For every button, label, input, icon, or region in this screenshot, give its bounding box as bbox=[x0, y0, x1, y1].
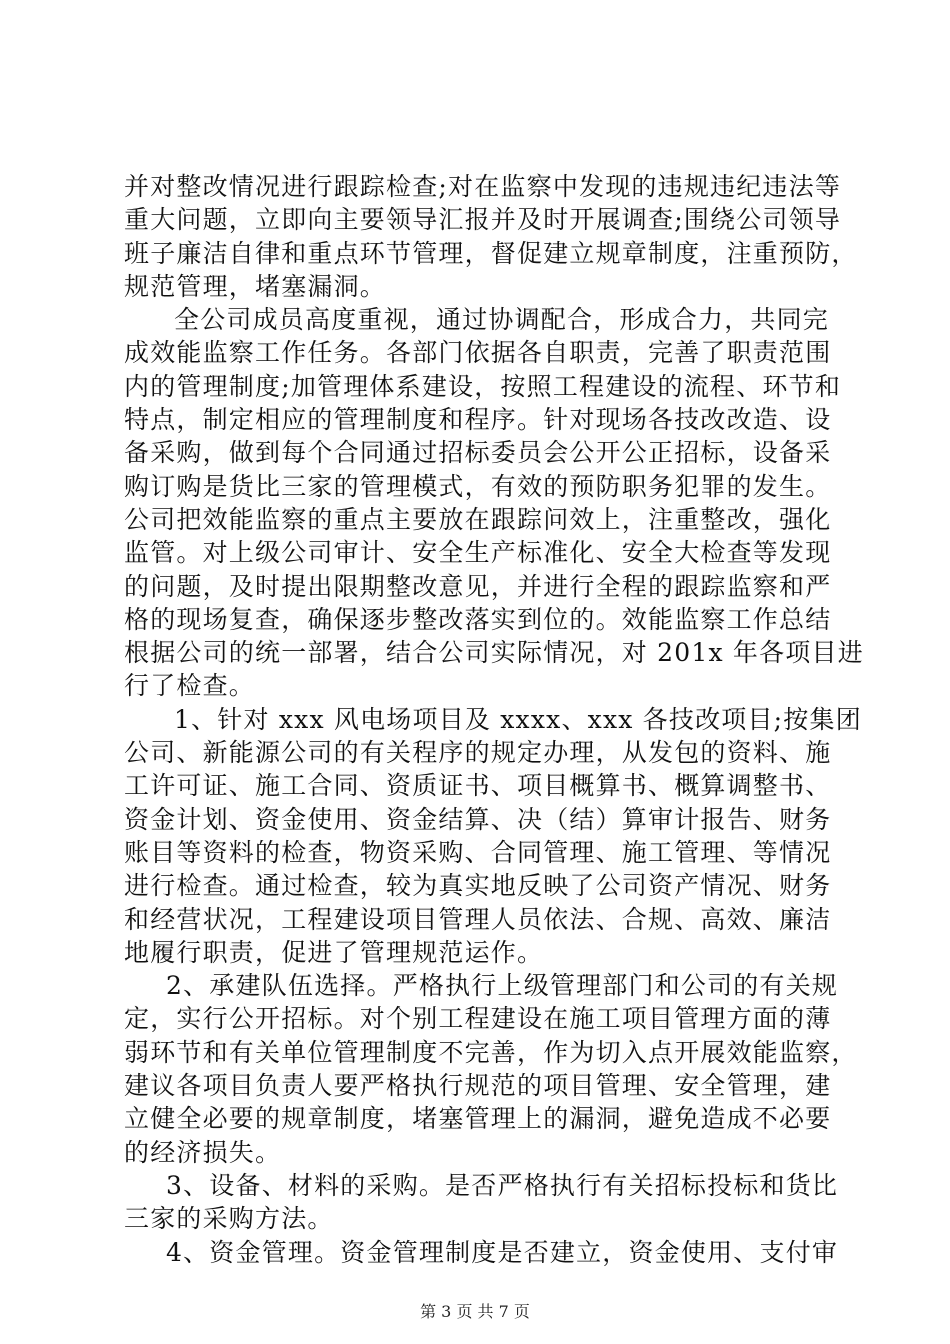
text-line: 内的管理制度;加管理体系建设，按照工程建设的流程、环节和 bbox=[124, 371, 842, 401]
text-line: 和经营状况，工程建设项目管理人员依法、合规、高效、廉洁 bbox=[124, 904, 832, 934]
text-line: 规范管理，堵塞漏洞。 bbox=[124, 271, 387, 301]
text-line: 定，实行公开招标。对个别工程建设在施工项目管理方面的薄 bbox=[124, 1004, 832, 1034]
paragraph-first-line: 2、承建队伍选择。严格执行上级管理部门和公司的有关规 bbox=[166, 971, 839, 1001]
text-line: 重大问题，立即向主要领导汇报并及时开展调查;围绕公司领导 bbox=[124, 205, 842, 235]
text-line: 三家的采购方法。 bbox=[124, 1204, 334, 1234]
text-line: 公司把效能监察的重点主要放在跟踪问效上，注重整改，强化 bbox=[124, 504, 832, 534]
text-line: 进行检查。通过检查，较为真实地反映了公司资产情况、财务 bbox=[124, 871, 832, 901]
text-line: 公司、新能源公司的有关程序的规定办理，从发包的资料、施 bbox=[124, 738, 832, 768]
paragraph-first-line: 1、针对 xxx 风电场项目及 xxxx、xxx 各技改项目;按集团 bbox=[174, 704, 862, 734]
text-line: 成效能监察工作任务。各部门依据各自职责，完善了职责范围 bbox=[124, 338, 832, 368]
text-line: 格的现场复查，确保逐步整改落实到位的。效能监察工作总结 bbox=[124, 604, 832, 634]
paragraph-first-line: 3、设备、材料的采购。是否严格执行有关招标投标和货比 bbox=[166, 1170, 839, 1200]
paragraph-first-line: 全公司成员高度重视，通过协调配合，形成合力，共同完 bbox=[174, 305, 830, 335]
text-line: 行了检查。 bbox=[124, 671, 256, 701]
text-line: 购订购是货比三家的管理模式，有效的预防职务犯罪的发生。 bbox=[124, 471, 832, 501]
text-line: 备采购，做到每个合同通过招标委员会公开公正招标，设备采 bbox=[124, 438, 832, 468]
text-line: 建议各项目负责人要严格执行规范的项目管理、安全管理，建 bbox=[124, 1071, 832, 1101]
text-line: 并对整改情况进行跟踪检查;对在监察中发现的违规违纪违法等 bbox=[124, 172, 842, 201]
text-line: 工许可证、施工合同、资质证书、项目概算书、概算调整书、 bbox=[124, 771, 832, 801]
text-line: 根据公司的统一部署，结合公司实际情况，对 201x 年各项目进 bbox=[124, 638, 864, 668]
text-line: 账目等资料的检查，物资采购、合同管理、施工管理、等情况 bbox=[124, 837, 832, 867]
document-body bbox=[124, 170, 864, 1269]
text-line: 地履行职责，促进了管理规范运作。 bbox=[124, 937, 544, 967]
text-line: 资金计划、资金使用、资金结算、决（结）算审计报告、财务 bbox=[124, 804, 832, 834]
text-line: 的经济损失。 bbox=[124, 1137, 282, 1167]
text-line: 特点，制定相应的管理制度和程序。针对现场各技改改造、设 bbox=[124, 405, 832, 435]
text-line: 的问题，及时提出限期整改意见，并进行全程的跟踪监察和严 bbox=[124, 571, 832, 601]
text-line: 弱环节和有关单位管理制度不完善，作为切入点开展效能监察， bbox=[124, 1037, 858, 1067]
paragraph-first-line: 4、资金管理。资金管理制度是否建立，资金使用、支付审 bbox=[166, 1237, 839, 1267]
text-line: 班子廉洁自律和重点环节管理，督促建立规章制度，注重预防， bbox=[124, 238, 858, 268]
text-line: 监管。对上级公司审计、安全生产标准化、安全大检查等发现 bbox=[124, 538, 832, 568]
text-line: 立健全必要的规章制度，堵塞管理上的漏洞，避免造成不必要 bbox=[124, 1104, 832, 1134]
page-footer: 第 3 页 共 7 页 bbox=[420, 1302, 530, 1321]
